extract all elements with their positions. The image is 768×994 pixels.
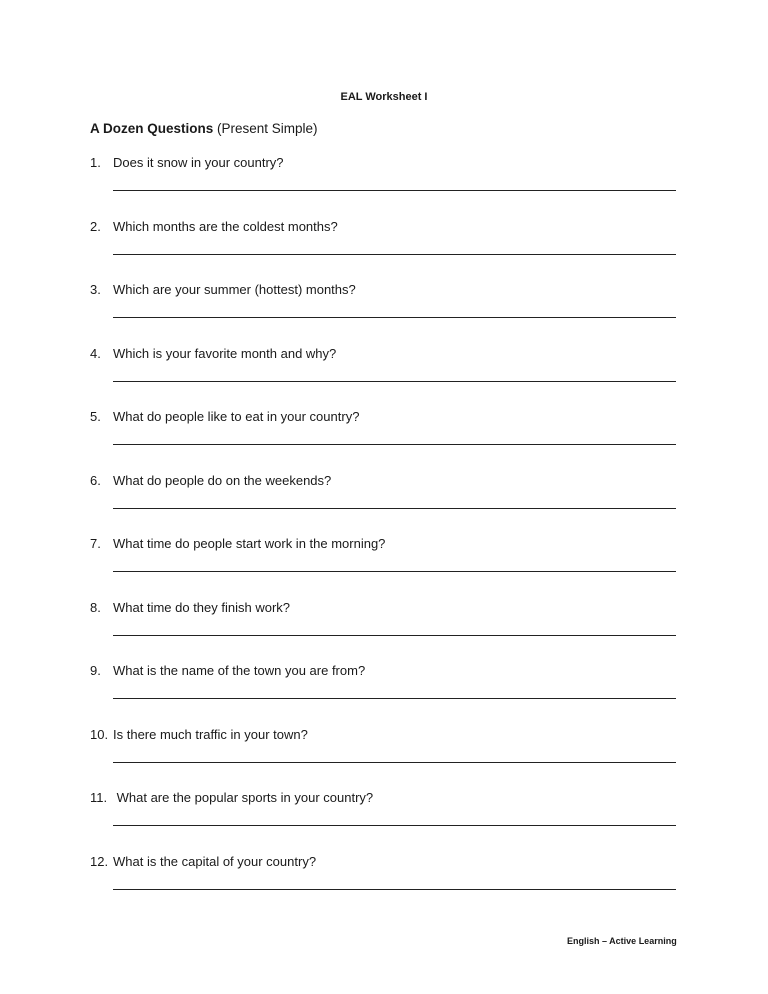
question-list xyxy=(90,154,676,916)
question-item xyxy=(90,218,676,282)
question-number: 2. xyxy=(90,218,101,234)
question-text: Which is your favorite month and why? xyxy=(113,345,337,361)
question-item xyxy=(90,535,676,599)
question-text: Is there much traffic in your town? xyxy=(113,726,308,742)
answer-line[interactable] xyxy=(113,889,676,890)
answer-line[interactable] xyxy=(113,825,676,826)
page-footer: English – Active Learning xyxy=(567,936,677,946)
question-number: 8. xyxy=(90,599,101,615)
question-item xyxy=(90,472,676,536)
question-item xyxy=(90,789,676,853)
question-item xyxy=(90,662,676,726)
question-text: Which are your summer (hottest) months? xyxy=(113,282,356,297)
answer-line[interactable] xyxy=(113,317,676,318)
question-item xyxy=(90,154,676,218)
question-number: 12. xyxy=(90,853,109,869)
question-item xyxy=(90,599,676,663)
question-number: 9. xyxy=(90,663,101,678)
question-text: What is the capital of your country? xyxy=(113,853,317,869)
page-title: EAL Worksheet I xyxy=(340,91,428,103)
question-item xyxy=(90,345,676,409)
answer-line[interactable] xyxy=(113,254,676,255)
question-number: 5. xyxy=(90,409,101,424)
answer-line[interactable] xyxy=(113,190,676,191)
question-number: 10. xyxy=(90,726,109,742)
question-text: What is the name of the town you are from? xyxy=(113,663,366,678)
answer-line[interactable] xyxy=(113,444,676,445)
section-heading-subtitle: (Present Simple) xyxy=(213,121,318,136)
question-text: Does it snow in your country? xyxy=(113,155,284,170)
question-item xyxy=(90,726,676,790)
question-number: 4. xyxy=(90,345,101,361)
question-number: 1. xyxy=(90,155,101,170)
question-number: 6. xyxy=(90,472,101,488)
question-text: Which months are the coldest months? xyxy=(113,218,338,234)
section-heading-title: A Dozen Questions xyxy=(90,121,214,136)
answer-line[interactable] xyxy=(113,381,676,382)
question-item xyxy=(90,281,676,345)
answer-line[interactable] xyxy=(113,571,676,572)
question-text: What are the popular sports in your country? xyxy=(113,790,374,805)
answer-line[interactable] xyxy=(113,762,676,763)
question-text: What do people do on the weekends? xyxy=(113,472,332,488)
question-text: What do people like to eat in your country? xyxy=(113,409,360,424)
question-number: 3. xyxy=(90,282,101,297)
question-item xyxy=(90,853,676,917)
answer-line[interactable] xyxy=(113,508,676,509)
answer-line[interactable] xyxy=(113,635,676,636)
question-text: What time do people start work in the morning? xyxy=(113,536,386,551)
question-number: 11. xyxy=(90,790,108,805)
question-item xyxy=(90,408,676,472)
section-heading xyxy=(90,121,318,136)
answer-line[interactable] xyxy=(113,698,676,699)
question-text: What time do they finish work? xyxy=(113,599,291,615)
question-number: 7. xyxy=(90,536,101,551)
